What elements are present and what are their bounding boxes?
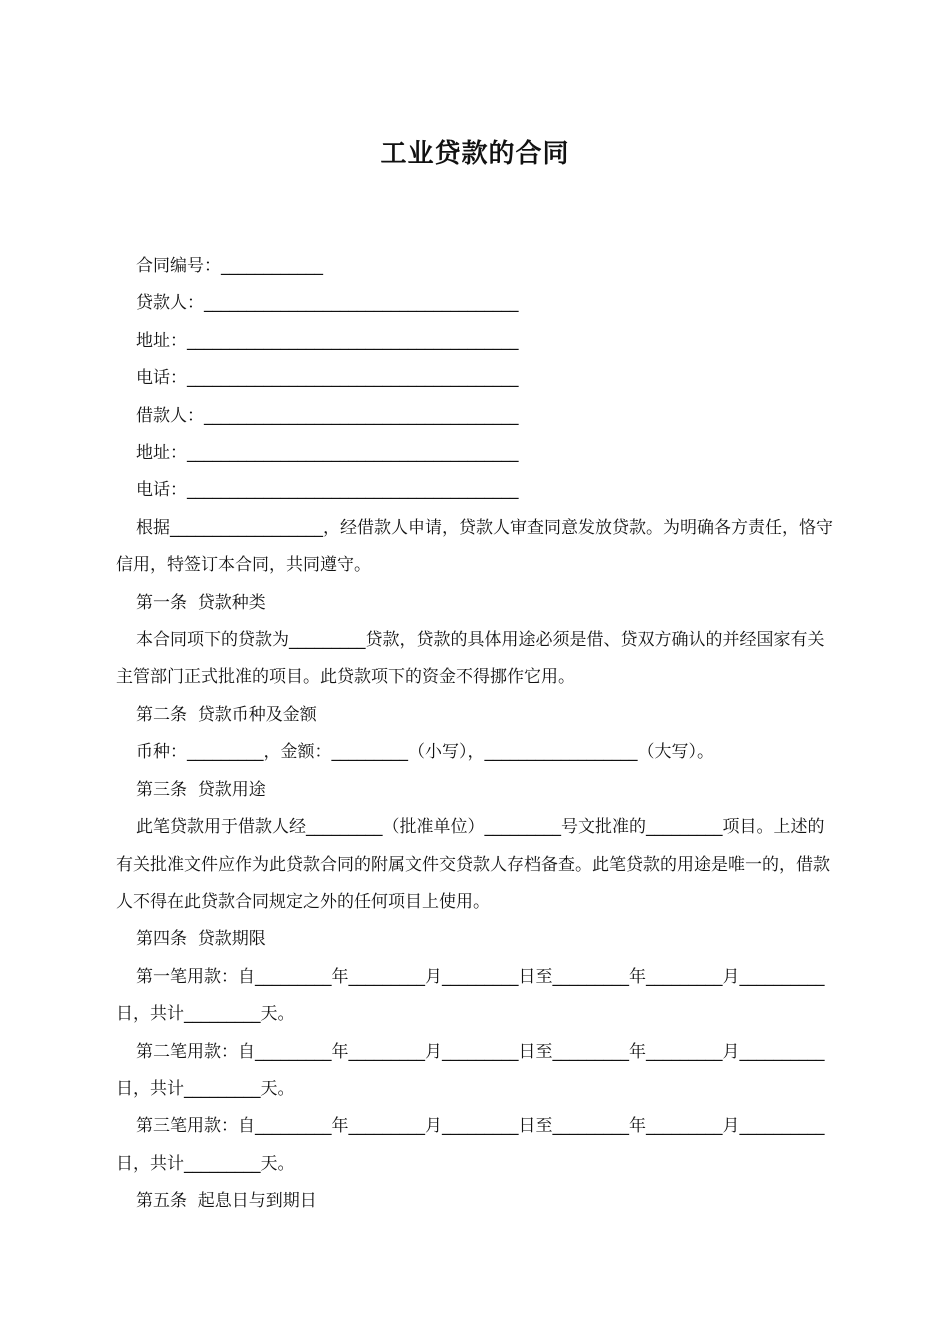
document-title: 工业贷款的合同 bbox=[380, 139, 570, 169]
third-drawdown-paragraph: 第三笔用款：自_________年_________月_________日至_________年_________月__________日，共计_________天。 bbox=[116, 1116, 825, 1174]
article-1-heading: 第一条 贷款种类 bbox=[136, 592, 266, 613]
contract-number-line: 合同编号：____________ bbox=[136, 256, 323, 276]
borrower-line: 借款人：_____________________________________ bbox=[136, 405, 519, 426]
article-2-paragraph: 币种：_________，金额：_________（小写），__________________（大写）。 bbox=[136, 742, 714, 763]
article-5-heading: 第五条 起息日与到期日 bbox=[136, 1191, 317, 1212]
document-body bbox=[116, 248, 841, 1221]
article-4-heading: 第四条 贷款期限 bbox=[136, 929, 266, 950]
lender-address-line: 地址：_______________________________________ bbox=[136, 330, 519, 351]
article-2-heading: 第二条 贷款币种及金额 bbox=[136, 704, 317, 725]
article-1-paragraph: 本合同项下的贷款为_________贷款，贷款的具体用途必须是借、贷双方确认的并经国家有关主管部门正式批准的项目。此贷款项下的资金不得挪作它用。 bbox=[116, 630, 825, 688]
second-drawdown-paragraph: 第二笔用款：自_________年_________月_________日至_________年_________月__________日，共计_________天。 bbox=[116, 1041, 825, 1099]
lender-line: 贷款人：_____________________________________ bbox=[136, 293, 519, 314]
first-drawdown-paragraph: 第一笔用款：自_________年_________月_________日至_________年_________月__________日，共计_________天。 bbox=[116, 966, 825, 1025]
article-3-paragraph: 此笔贷款用于借款人经_________（批准单位）_________号文批准的_________项目。上述的有关批准文件应作为此贷款合同的附属文件交贷款人存档备查。此笔贷款的用途是唯一的，借款人不得在此贷款合同规定之外的任何项目上使用。 bbox=[116, 817, 830, 912]
borrower-phone-line: 电话：_______________________________________ bbox=[136, 480, 519, 501]
borrower-address-line: 地址：_______________________________________ bbox=[136, 443, 519, 464]
article-3-heading: 第三条 贷款用途 bbox=[136, 779, 266, 800]
preamble-paragraph: 根据__________________，经借款人申请，贷款人审查同意发放贷款。为明确各方责任，恪守信用，特签订本合同，共同遵守。 bbox=[116, 517, 833, 576]
lender-phone-line: 电话：_______________________________________ bbox=[136, 368, 519, 389]
